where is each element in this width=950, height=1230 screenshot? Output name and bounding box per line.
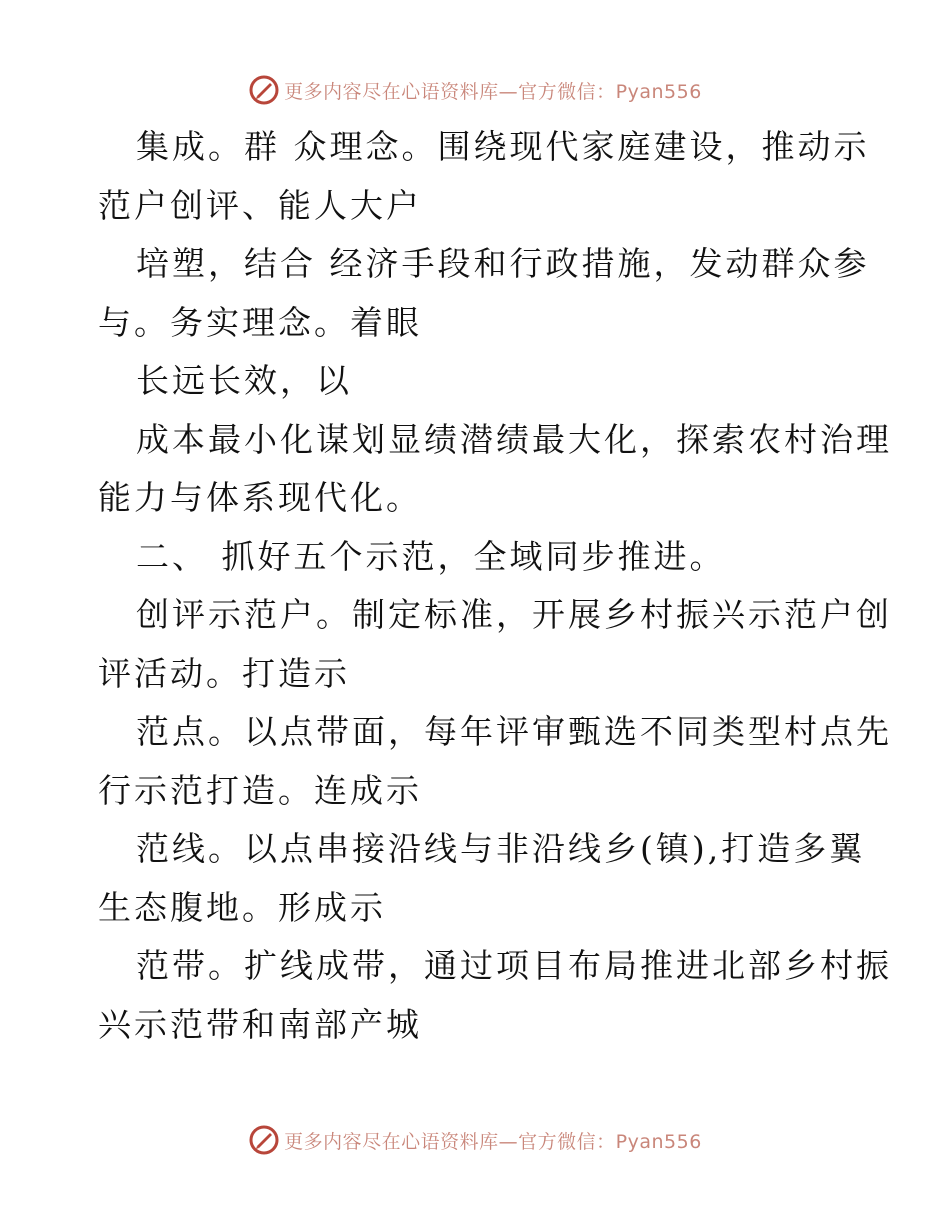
- text-line: 能力与体系现代化。: [98, 478, 422, 517]
- text-line: 行示范打造。连成示: [98, 770, 422, 810]
- text-line: 范点。以点带面，每年评审甄选不同类型村点先: [136, 712, 892, 751]
- text-line: 范户创评、能人大户: [98, 185, 422, 225]
- text-line: 培塑，结合 经济手段和行政措施，发动群众参: [136, 244, 870, 283]
- text-line: 生态腹地。形成示: [98, 887, 386, 927]
- text-line: 范线。以点串接沿线与非沿线乡(镇),打造多翼: [136, 829, 866, 868]
- text-line: 成本最小化谋划显绩潜绩最大化，探索农村治理: [136, 419, 892, 459]
- header-watermark: [0, 70, 950, 110]
- section-heading: 二、 抓好五个示范，全域同步推进。: [136, 536, 726, 576]
- text-line: 与。务实理念。着眼: [98, 302, 422, 342]
- watermark-text: 更多内容尽在心语资料库—官方微信：Pyan556: [284, 1130, 702, 1153]
- text-line: 兴示范带和南部产城: [98, 1004, 422, 1044]
- logo-icon: [248, 1124, 280, 1156]
- logo-icon: [248, 74, 280, 106]
- text-line: 长远长效，以: [136, 361, 352, 400]
- document-body: [98, 118, 892, 1054]
- text-line: 创评示范户。制定标准，开展乡村振兴示范户创: [136, 595, 892, 634]
- text-line: 范带。扩线成带，通过项目布局推进北部乡村振: [136, 946, 892, 985]
- footer-watermark: [0, 1120, 950, 1160]
- text-line: 集成。群 众理念。围绕现代家庭建设，推动示: [136, 127, 870, 166]
- text-line: 评活动。打造示: [98, 653, 350, 693]
- watermark-text: 更多内容尽在心语资料库—官方微信：Pyan556: [284, 80, 702, 103]
